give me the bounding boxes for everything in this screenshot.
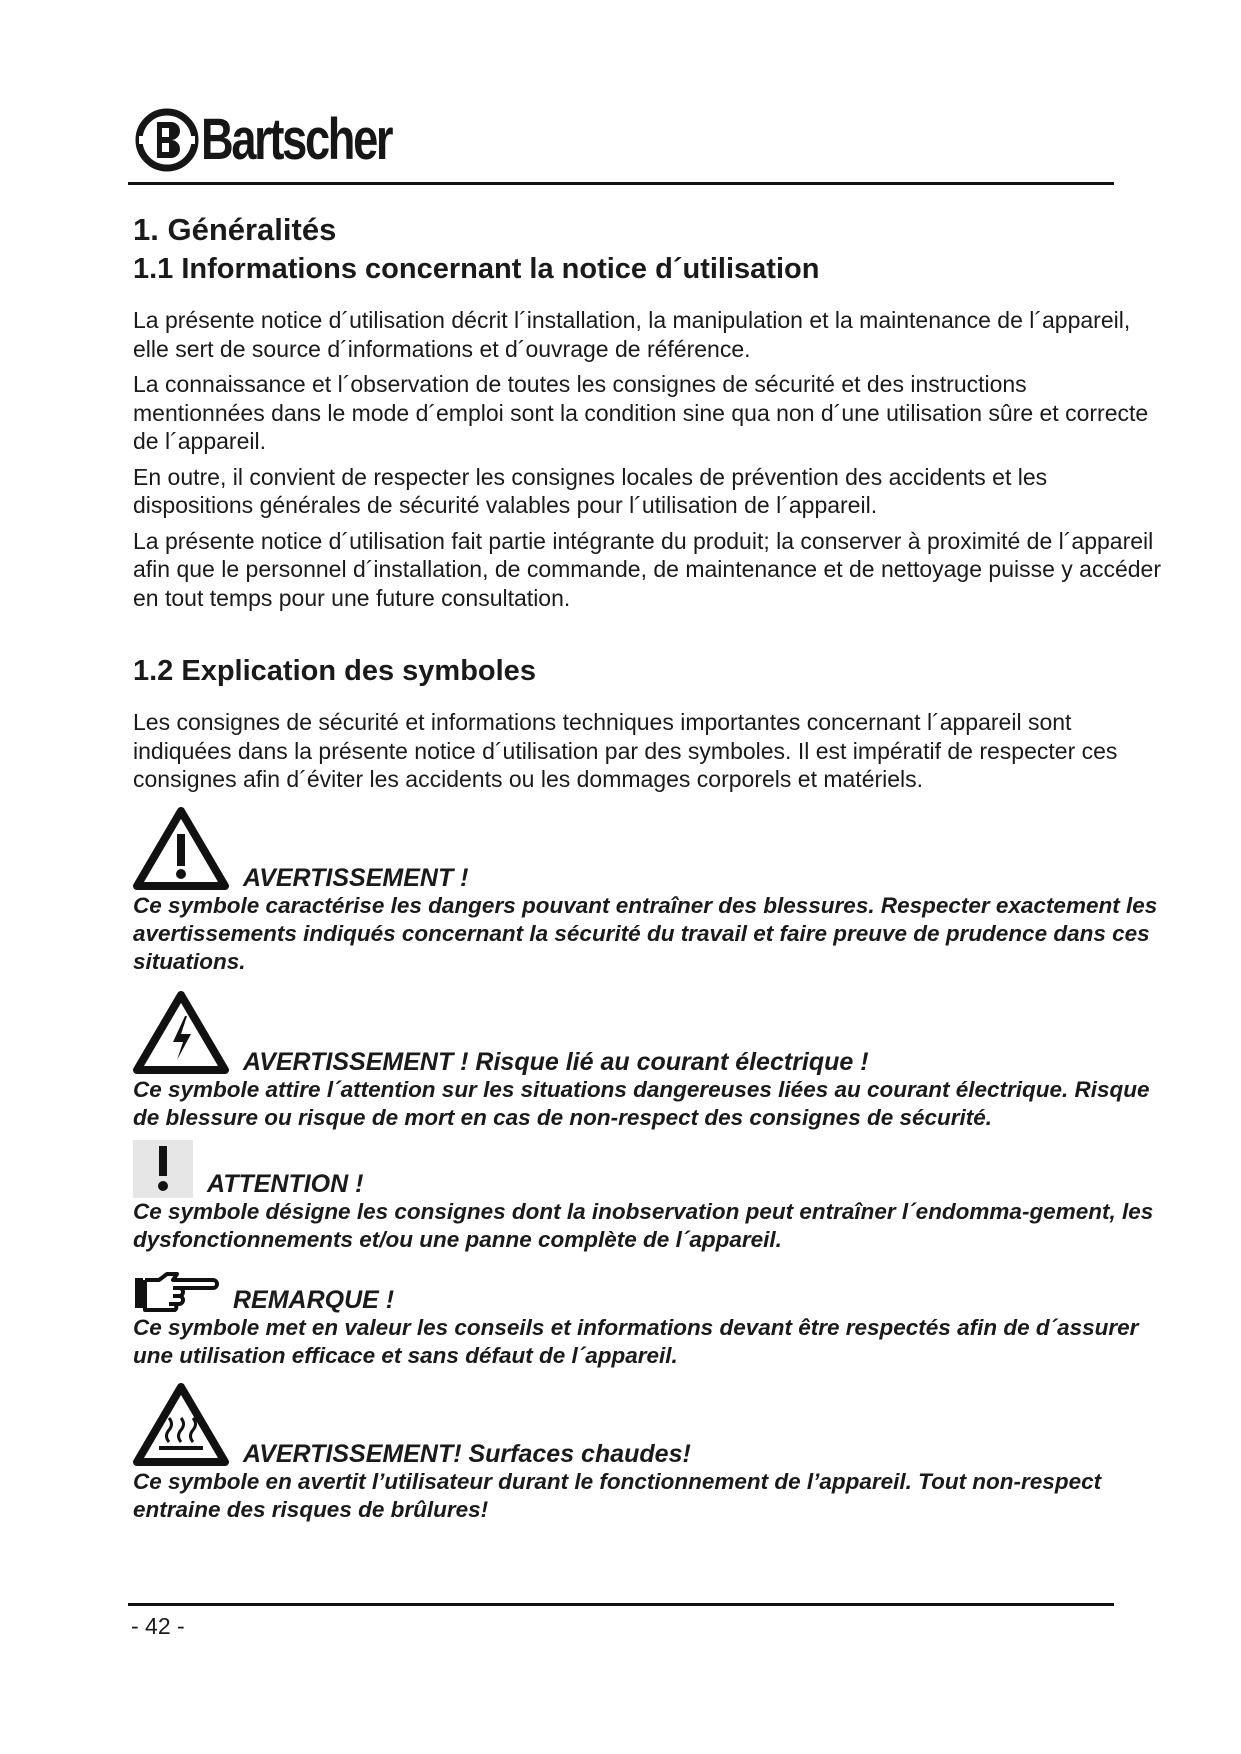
- section-title: 1. Généralités: [133, 212, 337, 247]
- warning-title: AVERTISSEMENT! Surfaces chaudes!: [243, 1439, 691, 1468]
- warning-block: [133, 1140, 1163, 1254]
- subsection-title: 1.2 Explication des symboles: [133, 655, 536, 687]
- bartscher-logo-icon: [135, 108, 199, 172]
- warning-block: [133, 1382, 1163, 1524]
- warning-block: [133, 1270, 1163, 1370]
- paragraph: La connaissance et l´observation de toutes les consignes de sécurité et des instructions mentionnées dans le mode d´emploi sont la condition sine qua non d´une utilisation sûre et correcte de l´appareil.: [133, 371, 1149, 454]
- warning-header: [133, 990, 1163, 1076]
- warning-block: [133, 990, 1163, 1132]
- paragraph: Les consignes de sécurité et informations techniques importantes concernant l´appareil sont indiquées dans la présente notice d´utilisation par des symboles. Il est impératif de respecter ces consignes afin d´éviter les accidents ou les dommages corporels et matériels.: [133, 709, 1118, 792]
- warning-text: Ce symbole désigne les consignes dont la inobservation peut entraîner l´endomma-gement, les dysfonctionnements et/ou une panne complète de l´appareil.: [133, 1198, 1154, 1252]
- brand-logo: [135, 100, 445, 180]
- main-content: [133, 210, 1163, 1524]
- paragraph: En outre, il convient de respecter les consignes locales de prévention des accidents et les dispositions générales de sécurité valables pour l´utilisation de l´appareil.: [133, 463, 1048, 518]
- hot-surface-icon: [133, 1382, 229, 1468]
- warning-title: AVERTISSEMENT ! Risque lié au courant électrique !: [243, 1047, 869, 1076]
- pointing-hand-icon: [133, 1270, 219, 1314]
- warning-header: [133, 1140, 1163, 1198]
- page-number: - 42 -: [131, 1613, 185, 1639]
- warning-header: [133, 1382, 1163, 1468]
- warning-text: Ce symbole met en valeur les conseils et informations devant être respectés afin de d´assurer une utilisation efficace et sans défaut de l´appareil.: [133, 1314, 1139, 1368]
- section-general: [133, 210, 1163, 612]
- warning-title: AVERTISSEMENT !: [243, 863, 469, 892]
- exclamation-icon: [133, 1140, 193, 1198]
- warning-text: Ce symbole attire l´attention sur les situations dangereuses liées au courant électrique. Risque de blessure ou risque de mort en cas de non-respect des consignes de sécurité.: [133, 1076, 1150, 1130]
- header-rule: [128, 182, 1114, 185]
- warning-title: REMARQUE !: [233, 1285, 395, 1314]
- paragraph: La présente notice d´utilisation fait partie intégrante du produit; la conserver à proximité de l´appareil afin que le personnel d´installation, de commande, de maintenance et de nettoyage puisse y accéder en tout temps pour une future consultation.: [133, 527, 1161, 611]
- paragraph: La présente notice d´utilisation décrit l´installation, la manipulation et la maintenance de l´appareil, elle sert de source d´informations et d´ouvrage de référence.: [133, 307, 1131, 362]
- section-symbols: [133, 652, 1163, 1524]
- subsection-title: 1.1 Informations concernant la notice d´utilisation: [133, 253, 820, 285]
- brand-name: Bartscher: [201, 107, 392, 172]
- warning-header: [133, 1270, 1163, 1314]
- warning-triangle-icon: [133, 806, 229, 892]
- warning-block: [133, 806, 1163, 976]
- warning-text: Ce symbole caractérise les dangers pouvant entraîner des blessures. Respecter exactement les avertissements indiqués concernant la sécurité du travail et faire preuve de prudence dans ces situations.: [133, 892, 1158, 974]
- electric-hazard-icon: [133, 990, 229, 1076]
- warning-title: ATTENTION !: [207, 1169, 364, 1198]
- footer-rule: [128, 1603, 1114, 1606]
- warning-text: Ce symbole en avertit l’utilisateur durant le fonctionnement de l’appareil. Tout non-respect entraine des risques de brûlures!: [133, 1468, 1102, 1522]
- warning-header: [133, 806, 1163, 892]
